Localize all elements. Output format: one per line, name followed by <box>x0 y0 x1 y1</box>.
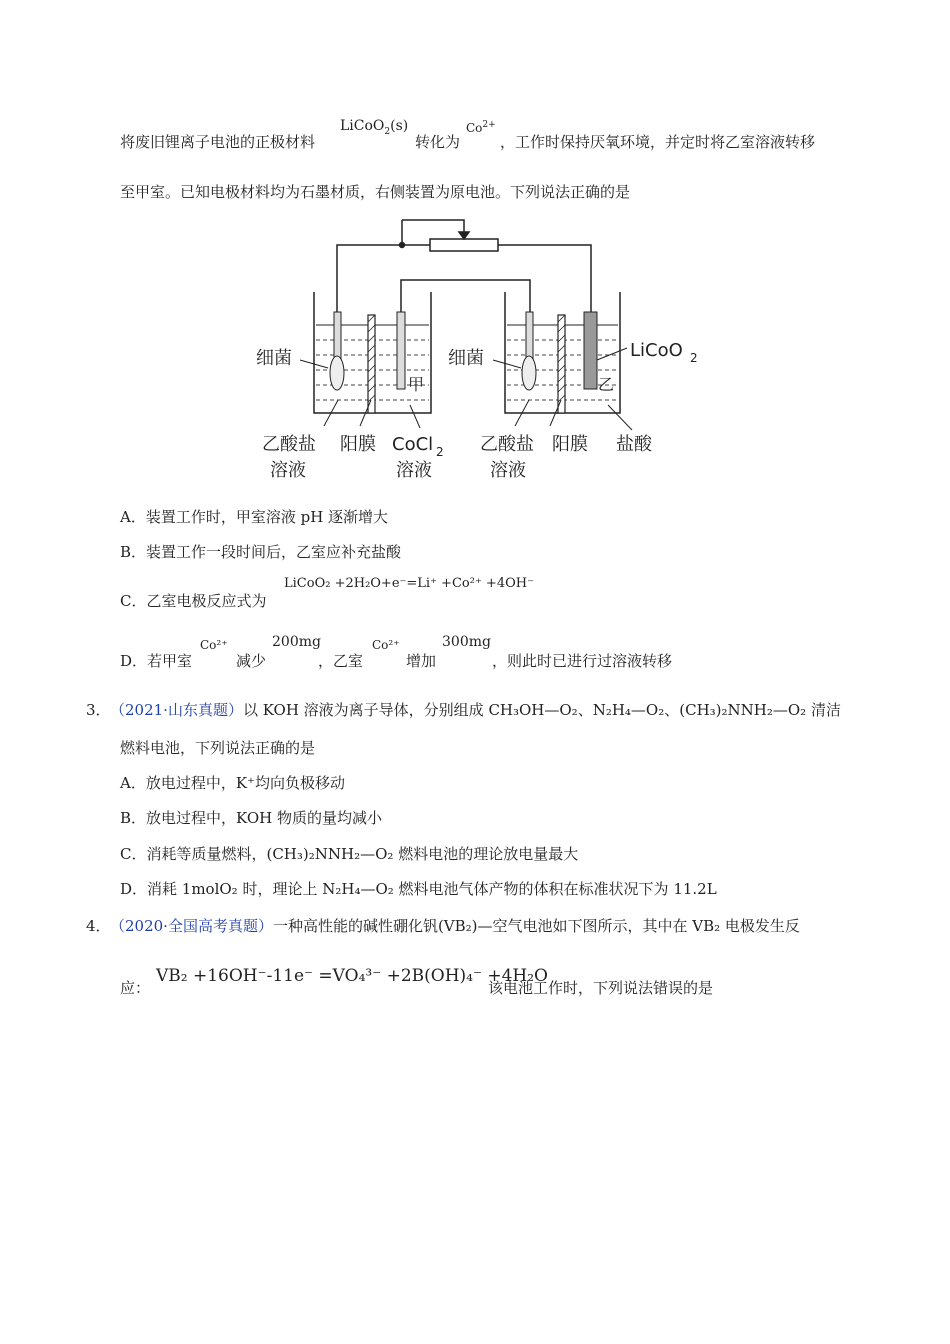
right-bacteria <box>522 356 536 390</box>
q4-stem-2a: 应： <box>120 979 151 997</box>
q2-option-a: A．装置工作时，甲室溶液 pH 逐渐增大 <box>120 508 389 526</box>
licoo2-s: LiCoO <box>340 118 385 134</box>
bacteria-left-label: 细菌 <box>256 348 292 369</box>
co-ion-symbol: Co <box>466 121 483 135</box>
licoo2-label: LiCoO <box>630 340 683 361</box>
d-text-b: 减少 <box>236 652 267 670</box>
formula-licoo2-s <box>340 118 408 137</box>
q3-option-d: D．消耗 1molO₂ 时，理论上 N₂H₄—O₂ 燃料电池气体产物的体积在标准状况下为 11.2L <box>120 880 717 898</box>
q4-source[interactable]: （2020·全国高考真题） <box>110 917 273 935</box>
cocl2-label: CoCl <box>392 434 434 455</box>
d-mass-1: 200mg <box>272 634 321 650</box>
acetate-right-2: 溶液 <box>490 460 526 481</box>
q3-stem-1: 以 KOH 溶液为离子导体，分别组成 CH₃OH—O₂、N₂H₄—O₂、(CH₃)₂NNH₂—O₂ 清洁 <box>242 701 841 719</box>
q3-option-b: B．放电过程中，KOH 物质的量均减小 <box>120 809 382 827</box>
q3-source[interactable]: （2021·山东真题） <box>110 701 243 719</box>
q3-stem-2: 燃料电池，下列说法正确的是 <box>120 739 316 757</box>
q4-line-1 <box>110 915 800 936</box>
q3-number: 3． <box>86 701 111 719</box>
co-ion-charge: 2+ <box>482 120 496 130</box>
q4-equation: VB₂ +16OH⁻-11e⁻ =VO₄³⁻ +2B(OH)₄⁻ +4H₂O <box>156 966 548 986</box>
inner-wire <box>401 280 530 328</box>
intro-line-1b <box>415 131 460 152</box>
resistor <box>430 239 498 251</box>
licoo2-s-tail: (s) <box>390 118 409 134</box>
q3-line-1 <box>110 699 841 720</box>
acetate-left-1: 乙酸盐 <box>262 434 316 455</box>
q4-stem-2b: 该电池工作时，下列说法错误的是 <box>488 979 714 997</box>
cocl2-sub: 2 <box>436 445 444 459</box>
bacteria-right-label: 细菌 <box>448 348 484 369</box>
d-mass-2: 300mg <box>442 634 491 650</box>
d-text-d: 增加 <box>406 652 437 670</box>
licoo2-label-sub: 2 <box>690 351 698 365</box>
intro-text-a: 将废旧锂离子电池的正极材料 <box>120 133 316 151</box>
intro-text-c: ，工作时保持厌氧环境，并定时将乙室溶液转移 <box>500 133 816 151</box>
d-text-a: D．若甲室 <box>120 652 193 670</box>
intro-line-1 <box>120 131 315 152</box>
yi-label: 乙 <box>598 375 615 394</box>
left-cathode <box>397 312 405 389</box>
q2-option-c-formula: LiCoO₂ +2H₂O+e⁻=Li⁺ +Co²⁺ +4OH⁻ <box>284 576 534 591</box>
q2-option-b: B．装置工作一段时间后，乙室应补充盐酸 <box>120 543 402 561</box>
co-ion <box>466 120 496 135</box>
q3-option-a: A．放电过程中，K⁺均向负极移动 <box>120 774 345 792</box>
intro-line-2: 至甲室。已知电极材料均为石墨材质，右侧装置为原电池。下列说法正确的是 <box>120 183 631 201</box>
electrochemical-cell-figure <box>240 210 720 490</box>
outer-wire-right <box>498 245 591 328</box>
hcl-label: 盐酸 <box>616 434 652 455</box>
q3-option-c: C．消耗等质量燃料，(CH₃)₂NNH₂—O₂ 燃料电池的理论放电量最大 <box>120 845 579 863</box>
licoo2-electrode <box>584 312 597 389</box>
left-bacteria <box>330 356 344 390</box>
cocl2-solution-label: 溶液 <box>396 460 432 481</box>
q4-stem-1: 一种高性能的碱性硼化钒(VB₂)—空气电池如下图所示，其中在 VB₂ 电极发生反 <box>272 917 800 935</box>
d-co-2: Co²⁺ <box>372 638 400 652</box>
outer-wire <box>337 245 430 328</box>
intro-line-1c <box>500 131 815 152</box>
d-text-e: ，则此时已进行过溶液转移 <box>492 652 673 670</box>
d-text-c: ，乙室 <box>318 652 364 670</box>
membrane-left-label: 阳膜 <box>340 434 376 455</box>
d-co-1: Co²⁺ <box>200 638 228 652</box>
jia-label: 甲 <box>408 375 425 394</box>
q4-number: 4． <box>86 917 111 935</box>
membrane-right-label: 阳膜 <box>552 434 588 455</box>
intro-text-b: 转化为 <box>415 133 461 151</box>
acetate-left-2: 溶液 <box>270 460 306 481</box>
q2-option-c: C．乙室电极反应式为 <box>120 592 267 610</box>
licoo2-s-sub: 2 <box>384 126 391 137</box>
acetate-right-1: 乙酸盐 <box>480 434 534 455</box>
q2-option-d <box>120 650 192 671</box>
